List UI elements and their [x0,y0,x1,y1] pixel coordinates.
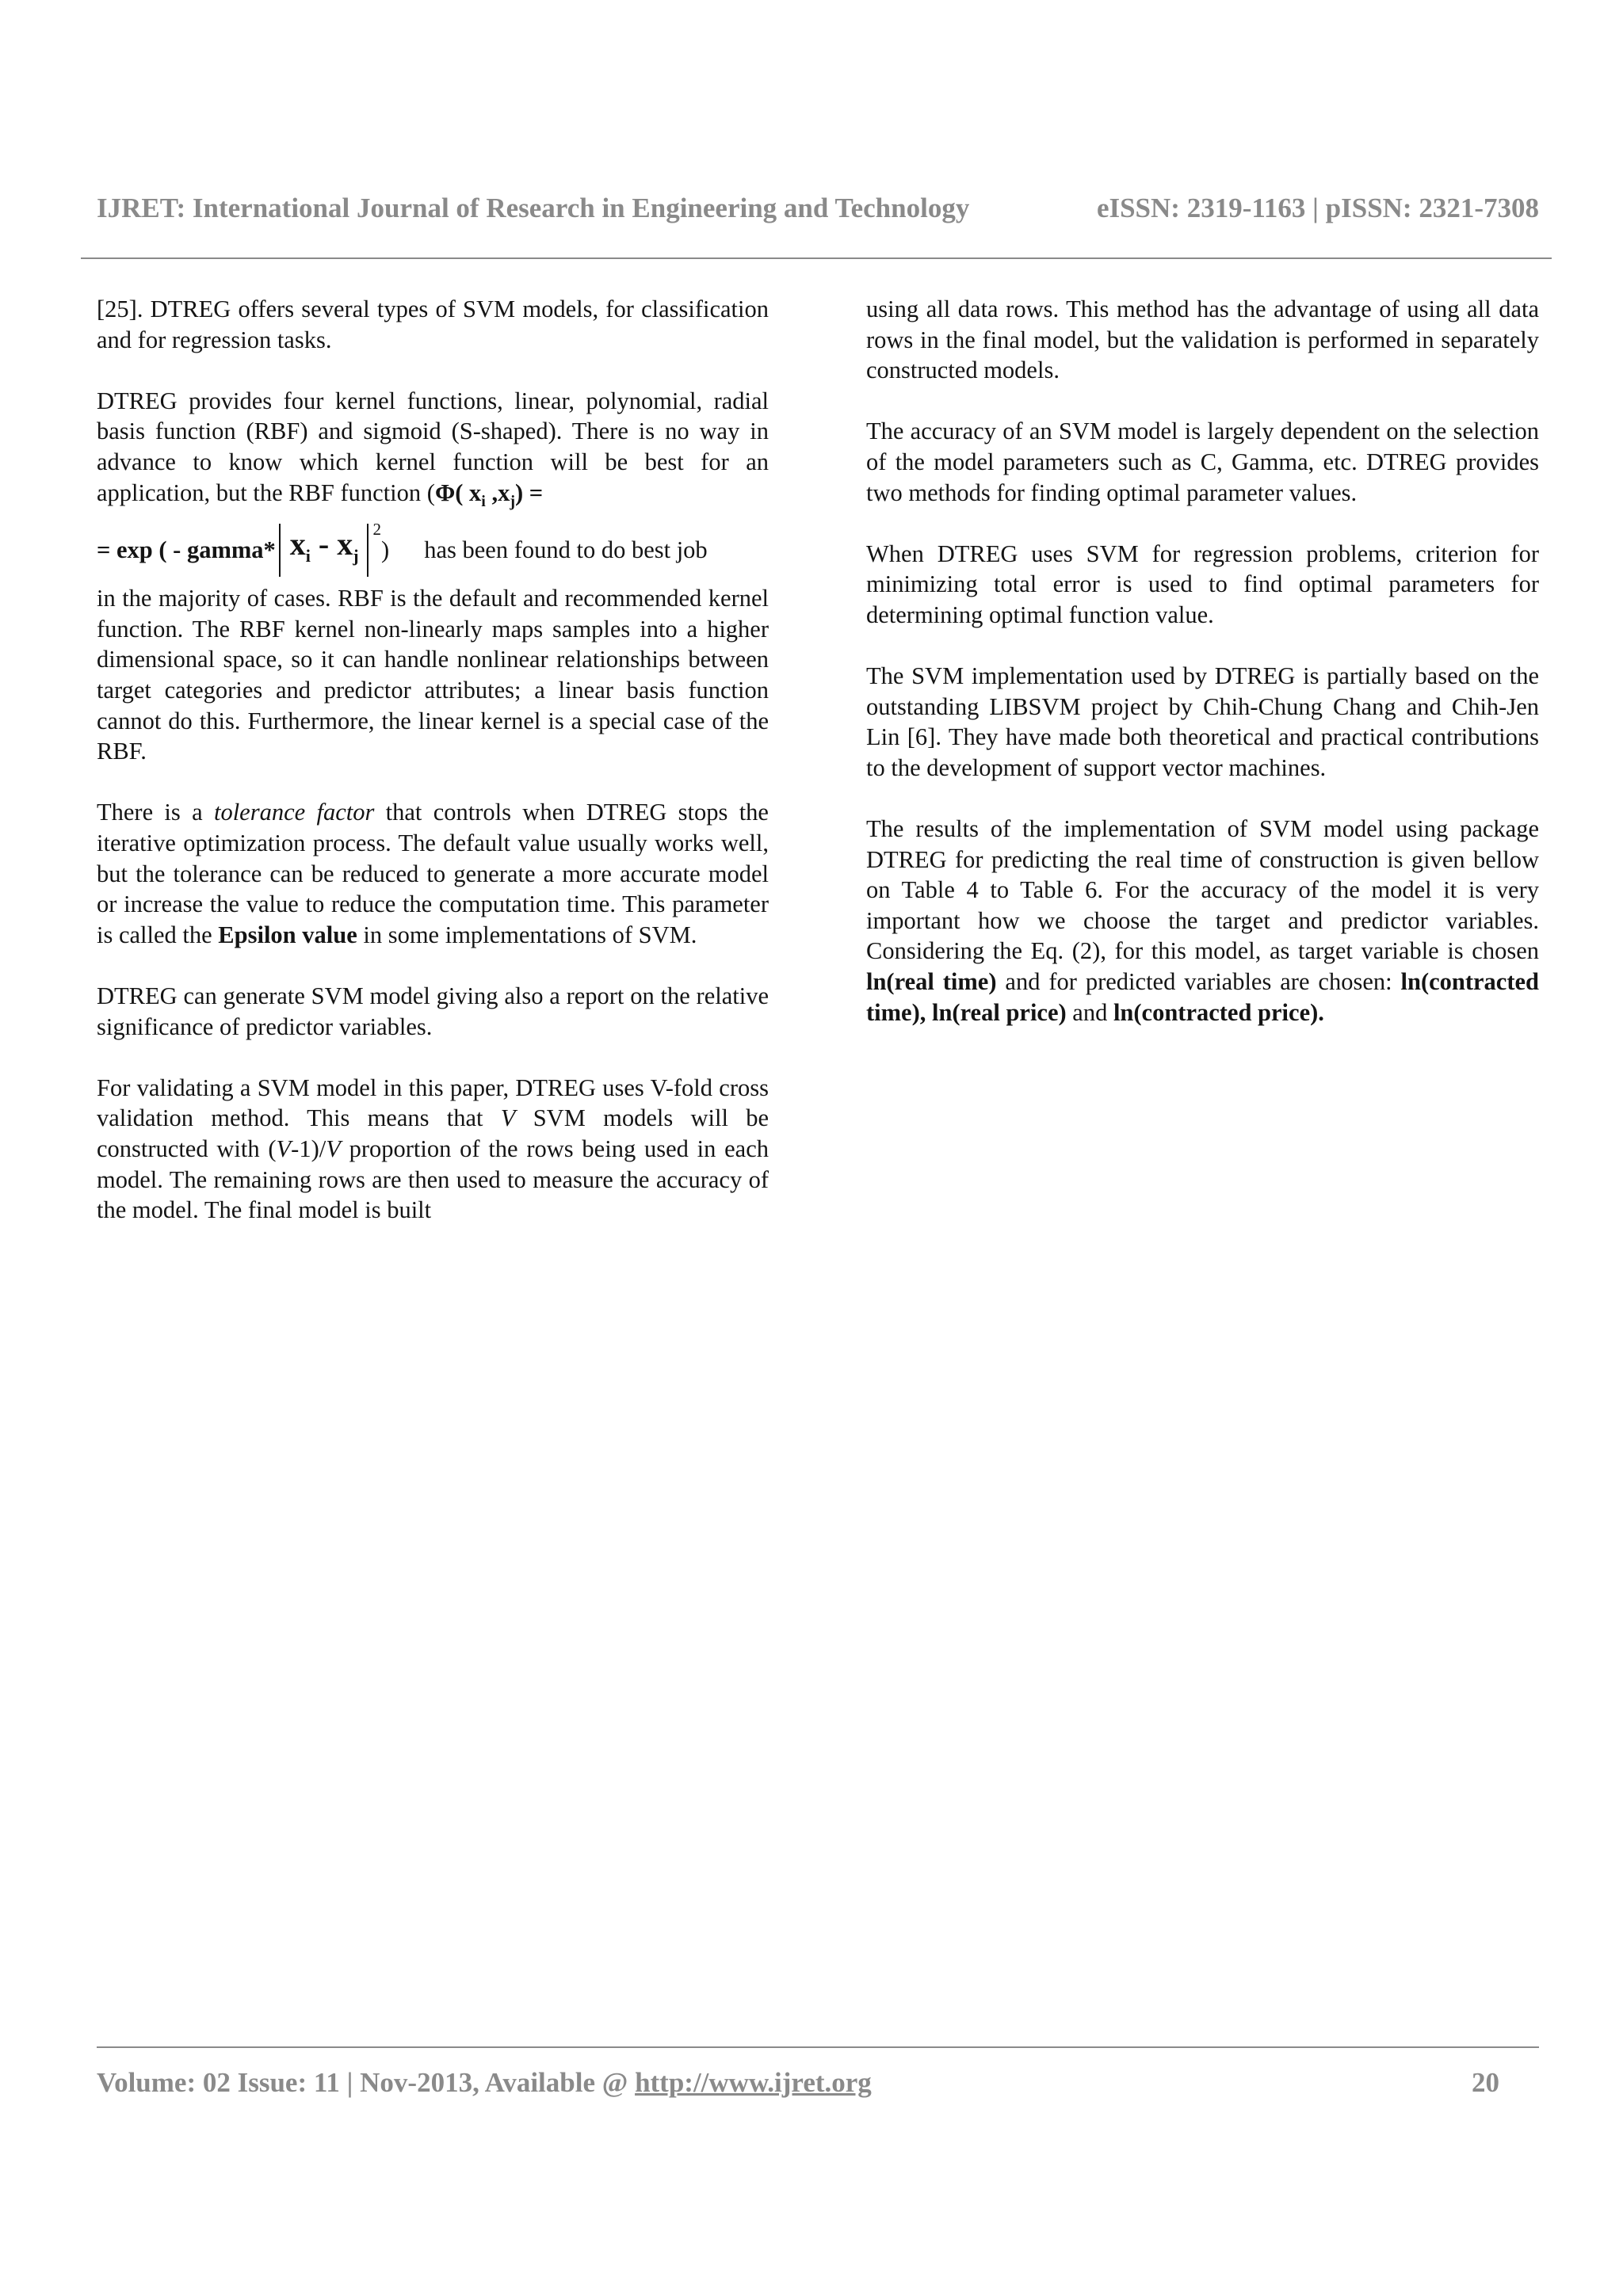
running-header [97,193,1539,224]
rbf-formula: = exp ( - gamma* $x_i - x_j$ 2 ) has been found to do best job [97,517,769,583]
running-footer [97,2067,1499,2099]
paragraph-validation: For validating a SVM model in this paper, DTREG uses V-fold cross validation method. This means that V SVM models will be constructed with (V-1)/V proportion of the rows being used in each model. The remaining rows are then used to measure the accuracy of the model. The final model is built [97,1074,769,1224]
paragraph: in the majority of cases. RBF is the default and recommended kernel function. The RBF kernel non-linearly maps samples into a higher dimensional space, so it can handle nonlinear relationships between target categories and predictor attributes; a linear basis function cannot do this. Furthermore, the linear kernel is a special case of the RBF. [97,585,769,765]
exponent: 2 [372,519,382,539]
paragraph: DTREG can generate SVM model giving also a report on the relative significance of predictor variables. [97,982,769,1040]
abs-value-expression: $x_i - x_j$ [279,524,369,577]
footer-rule [97,2046,1539,2048]
paragraph-kernels: DTREG provides four kernel functions, linear, polynomial, radial basis function (RBF) and sigmoid (S-shaped). There is no way in advance to know which kernel function will be best for an application, but the RBF function (Φ( $x_i$ $,x_j$) = [97,387,769,510]
paragraph: When DTREG uses SVM for regression problems, criterion for minimizing total error is used to find optimal parameters for determining optimal function value. [866,540,1539,628]
page-number: 20 [1472,2067,1499,2098]
journal-title: IJRET: International Journal of Research in Engineering and Technology [97,193,970,223]
right-column [866,294,1539,1058]
paragraph-tolerance: There is a tolerance factor that controls when DTREG stops the iterative optimization process. The default value usually works well, but the tolerance can be reduced to generate a more accurate model or increase the value to reduce the computation time. This parameter is called the Epsilon value in some implementations of SVM. [97,799,769,948]
footer-volume: Volume: 02 Issue: 11 | Nov-2013, Available @ http://www.ijret.org [97,2067,872,2098]
paragraph: using all data rows. This method has the advantage of using all data rows in the final model, but the validation is performed in separately constructed models. [866,296,1539,384]
left-column [97,294,769,1256]
header-rule [81,257,1552,259]
journal-link[interactable]: http://www.ijret.org [635,2067,872,2098]
paragraph: The SVM implementation used by DTREG is partially based on the outstanding LIBSVM project by Chih-Chung Chang and Chih-Jen Lin [6]. They have made both theoretical and practical contributions to the development of support vector machines. [866,662,1539,781]
issn-text: eISSN: 2319-1163 | pISSN: 2321-7308 [1096,193,1539,223]
paragraph: [25]. DTREG offers several types of SVM models, for classification and for regression tasks. [97,296,769,353]
paragraph: The accuracy of an SVM model is largely dependent on the selection of the model parameters such as C, Gamma, etc. DTREG provides two methods for finding optimal parameter values. [866,418,1539,506]
paragraph-results: The results of the implementation of SVM model using package DTREG for predicting the real time of construction is given bellow on Table 4 to Table 6. For the accuracy of the model it is very important how we choose the target and predictor variables. Considering the Eq. (2), for this model, as target variable is chosen ln(real time) and for predicted variables are chosen: ln(contracted time), ln(real price) and ln(contracted price). [866,815,1539,1026]
